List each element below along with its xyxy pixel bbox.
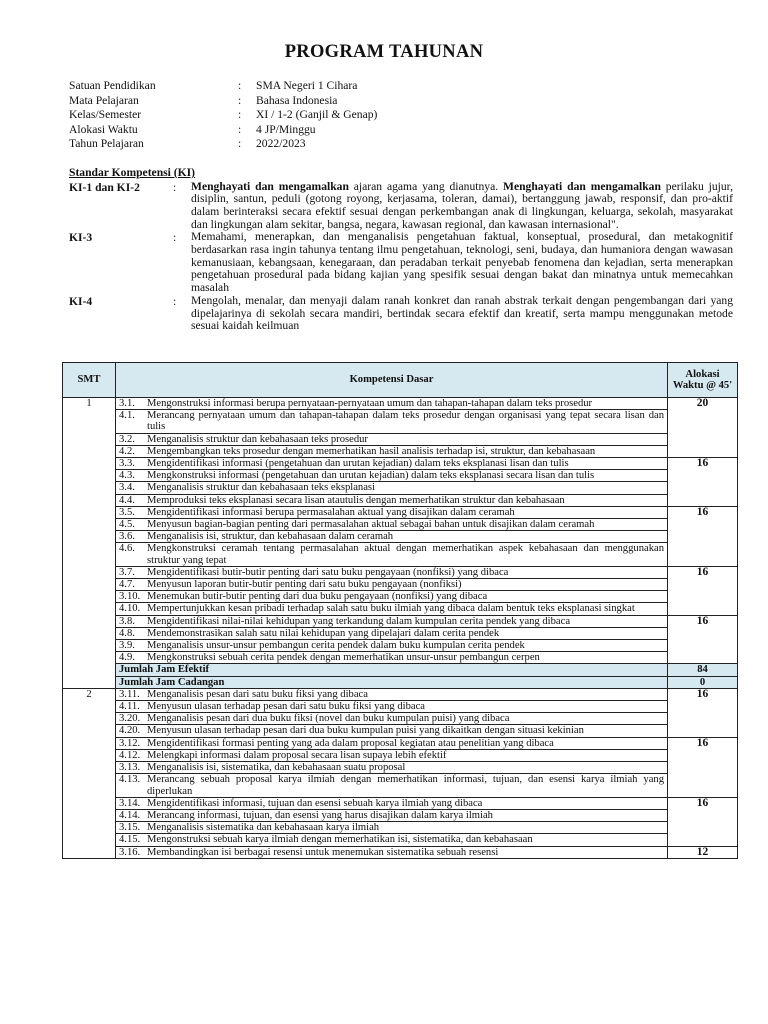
kd-text: Menganalisis struktur dan kebahasaan teks prosedur [147,433,368,445]
table-row [63,445,738,457]
kompetensi-dasar-cell [116,640,668,652]
kompetensi-dasar-table [62,362,738,859]
kd-text: Menganalisis isi, sistematika, dan kebahasaan suatu proposal [147,762,406,774]
kd-text: Mengembangkan teks prosedur dengan memerhatikan hasil analisis terhadap isi, struktur, dan kebahasaan [147,445,596,457]
kd-text: Membandingkan isi berbagai resensi untuk menemukan sistematika sebuah resensi [147,846,499,858]
kompetensi-dasar-cell [116,482,668,494]
ki-colon: : [173,180,177,194]
kompetensi-dasar-cell [116,410,668,433]
info-value: SMA Negeri 1 Cihara [256,79,358,92]
table-row [63,640,738,652]
info-colon: : [238,122,242,136]
ki-block [69,181,733,232]
kd-text: Mengidentifikasi informasi, tujuan dan esensi sebuah karya ilmiah yang dibaca [147,797,483,809]
kd-number: 4.14. [119,809,141,821]
kd-number: 3.13. [119,762,141,774]
ki-emphasis: Menghayati dan mengamalkan [191,179,349,193]
alokasi-waktu-cell: 16 [668,506,738,566]
info-value: XI / 1-2 (Ganjil & Genap) [256,108,378,122]
kd-text: Mengkonstruksi sebuah cerita pendek dengan memerhatikan unsur-unsur pembangun cerpen [147,652,540,664]
ki-emphasis: Menghayati dan mengamalkan [503,179,661,193]
total-value: 0 [668,676,738,688]
kd-text: Menganalisis unsur-unsur pembangun cerita pendek dalam buku kumpulan cerita pendek [147,640,525,652]
ki-block [69,231,733,295]
info-row [69,94,669,109]
kd-text: Merancang sebuah proposal karya ilmiah dengan memerhatikan informasi, tujuan, dan esensi karya ilmiah yang diperlukan [147,774,664,797]
kompetensi-dasar-cell [116,591,668,603]
ki-label: KI-1 dan KI-2 [69,180,140,194]
kompetensi-dasar-cell [116,713,668,725]
table-row [63,749,738,761]
kd-number: 4.10. [119,603,141,615]
kompetensi-dasar-cell [116,774,668,797]
kd-text: Mengkonstruksi informasi (pengetahuan dan urutan kejadian) dalam teks eksplanasi secara lisan dan tulis [147,470,595,482]
kompetensi-dasar-cell [116,543,668,566]
header-smt: SMT [63,363,116,398]
kd-text: Menganalisis isi, struktur, dan kebahasaan dalam ceramah [147,531,394,543]
table-row [63,846,738,858]
kd-number: 3.2. [119,433,135,445]
kd-text: Mengidentifikasi butir-butir penting dari satu buku pengayaan (nonfiksi) yang dibaca [147,566,509,578]
info-value: 2022/2023 [256,137,306,151]
table-row [63,774,738,797]
info-label: Satuan Pendidikan [69,79,156,92]
table-row [63,627,738,639]
table-row [63,762,738,774]
ki-description [191,295,733,333]
kd-number: 3.14. [119,797,141,809]
table-row [63,809,738,821]
identity-block [69,79,669,152]
kd-number: 4.4. [119,494,135,506]
kd-number: 3.5. [119,506,135,518]
table-row [63,834,738,846]
ki-text: ajaran agama yang dianutnya. [348,179,503,193]
table-row [63,822,738,834]
kd-text: Mengidentifikasi informasi (pengetahuan dan urutan kejadian) dalam teks eksplanasi lisan dan tulis [147,458,569,470]
kd-text: Mendemonstrasikan salah satu nilai kehidupan yang dipelajari dalam cerita pendek [147,627,500,639]
kd-number: 3.10. [119,591,141,603]
kd-text: Menyusun laporan butir-butir penting dari satu buku pengayaan (nonfiksi) [147,579,462,591]
kd-text: Memproduksi teks eksplanasi secara lisan atautulis dengan memerhatikan struktur dan kebahasaan [147,494,565,506]
table-row [63,531,738,543]
kompetensi-dasar-cell [116,797,668,809]
info-colon: : [238,108,242,122]
kd-text: Menganalisis pesan dari satu buku fiksi yang dibaca [147,688,368,700]
kd-number: 3.7. [119,566,135,578]
alokasi-waktu-cell: 16 [668,737,738,797]
table-row [63,506,738,518]
header-kompetensi-dasar: Kompetensi Dasar [116,363,668,398]
table-row [63,652,738,664]
ki-description [191,231,733,295]
kompetensi-dasar-cell [116,494,668,506]
info-colon: : [238,137,242,151]
kompetensi-dasar-cell [116,519,668,531]
kompetensi-dasar-cell [116,834,668,846]
total-label: Jumlah Jam Efektif [116,664,668,676]
table-row [63,482,738,494]
alokasi-waktu-cell: 12 [668,846,738,858]
kd-text: Merancang pernyataan umum dan tahapan-tahapan dalam teks prosedur dengan organisasi yang tepat secara lisan dan tulis [147,410,664,433]
ki-description [191,181,733,232]
info-row [69,137,669,152]
kd-number: 4.11. [119,701,140,713]
info-row [69,123,669,138]
table-row [63,688,738,700]
alokasi-waktu-cell: 16 [668,797,738,846]
kd-text: Mengonstruksi informasi berupa pernyataan-pernyataan umum dan tahapan-tahapan dalam teks prosedur [147,398,593,409]
table-row [63,713,738,725]
kd-number: 3.12. [119,737,141,749]
kompetensi-dasar-cell [116,737,668,749]
table-row [63,519,738,531]
kompetensi-dasar-cell [116,627,668,639]
table-row [63,701,738,713]
table-row [63,725,738,737]
kd-text: Mengidentifikasi formasi penting yang ada dalam proposal kegiatan atau penelitian yang dibaca [147,737,554,749]
kd-text: Menganalisis struktur dan kebahasaan teks eksplanasi [147,482,375,494]
kompetensi-dasar-cell [116,762,668,774]
table-row [63,410,738,433]
table-row [63,579,738,591]
kompetensi-dasar-cell [116,470,668,482]
alokasi-waktu-cell: 20 [668,398,738,458]
table-row [63,603,738,615]
kompetensi-dasar-cell [116,809,668,821]
ki-text: Memahami, menerapkan, dan menganalisis pengetahuan faktual, konseptual, prosedural, dan metakognitif berdasarkan rasa ingin tahunya tentang ilmu pengetahuan, teknologi, seni, budaya, dan humaniora dengan wawasan kemanusiaan, kebangsaan, kenegaraan, dan peradaban terkait penyebab fenomena dan kejadian, serta menerapkan pengetahuan prosedural pada bidang kajian yang spesifik sesuai dengan bakat dan minatnya untuk memecahkan masalah [191,230,733,295]
info-label: Tahun Pelajaran [69,137,144,151]
kompetensi-dasar-cell [116,458,668,470]
kompetensi-dasar-cell [116,822,668,834]
kd-number: 3.16. [119,846,141,858]
kd-number: 3.3. [119,458,135,470]
kd-number: 4.5. [119,519,135,531]
kd-text: Menemukan butir-butir penting dari dua buku pengayaan (nonfiksi) yang dibaca [147,591,488,603]
ki-text: Mengolah, menalar, dan menyaji dalam ranah konkret dan ranah abstrak terkait dengan pengembangan dari yang dipelajarinya di sekolah secara mandiri, bertindak secara efektif dan kreatif, serta mampu menggunakan metode sesuai kaidah keilmuan [191,293,733,333]
semester-cell: 2 [63,688,116,858]
kd-text: Melengkapi informasi dalam proposal secara lisan supaya lebih efektif [147,749,447,761]
total-row [63,676,738,688]
kd-text: Mempertunjukkan kesan pribadi terhadap salah satu buku ilmiah yang dibaca dalam bentuk teks eksplanasi singkat [147,603,635,615]
standar-kompetensi-section [69,166,733,333]
kd-text: Mengidentifikasi nilai-nilai kehidupan yang terkandung dalam kumpulan cerita pendek yang dibaca [147,615,571,627]
kd-text: Mengkonstruksi ceramah tentang permasalahan aktual dengan memerhatikan aspek kebahasaan dan menggunakan struktur yang tepat [147,543,664,566]
table-row [63,543,738,566]
table-row [63,433,738,445]
kd-number: 4.20. [119,725,141,737]
kd-number: 4.13. [119,774,141,786]
table-row [63,398,738,410]
kd-number: 4.7. [119,579,135,591]
info-label: Alokasi Waktu [69,122,138,136]
table-row [63,566,738,578]
kd-text: Menganalisis sistematika dan kebahasaan karya ilmiah [147,822,380,834]
kd-text: Mengonstruksi sebuah karya ilmiah dengan memerhatikan isi, sistematika, dan kebahasaan [147,834,533,846]
kd-number: 3.20. [119,713,141,725]
info-row [69,79,669,94]
ki-text: perilaku jujur, disiplin, santun, peduli (gotong royong, kerjasama, toleran, damai), bertanggung jawab, responsif, dan pro-aktif dalam berinteraksi secara efektif sesuai dengan perkembangan anak di lingkungan, keluarga, sekolah, masyarakat dan lingkungan alam sekitar, bangsa, negara, kawasan regional, dan kawasan internasional". [191,179,733,231]
ki-colon: : [173,231,177,245]
kompetensi-dasar-cell [116,398,668,410]
kd-text: Menyusun ulasan terhadap pesan dari dua buku kumpulan puisi yang dikaitkan dengan situasi kekinian [147,725,584,737]
kompetensi-dasar-cell [116,652,668,664]
info-colon: : [238,93,242,107]
info-label: Kelas/Semester [69,108,142,122]
kompetensi-dasar-cell [116,433,668,445]
table-row [63,737,738,749]
kompetensi-dasar-cell [116,566,668,578]
table-row [63,458,738,470]
kompetensi-dasar-cell [116,603,668,615]
kompetensi-dasar-cell [116,688,668,700]
total-value: 84 [668,664,738,676]
kd-number: 4.9. [119,652,135,664]
kd-number: 4.15. [119,834,141,846]
alokasi-waktu-cell: 16 [668,688,738,737]
kompetensi-dasar-cell [116,725,668,737]
kd-text: Mengidentifikasi informasi berupa permasalahan aktual yang disajikan dalam ceramah [147,506,515,518]
document-title: PROGRAM TAHUNAN [284,42,484,62]
kompetensi-dasar-cell [116,749,668,761]
table-row [63,591,738,603]
kompetensi-dasar-cell [116,615,668,627]
kd-text: Merancang informasi, tujuan, dan esensi yang harus disajikan dalam karya ilmiah [147,809,493,821]
kd-number: 4.12. [119,749,141,761]
kompetensi-dasar-cell [116,846,668,858]
kd-number: 3.11. [119,688,140,700]
kd-number: 4.6. [119,543,135,555]
table-row [63,615,738,627]
kd-number: 3.9. [119,640,135,652]
kompetensi-dasar-cell [116,531,668,543]
kd-number: 4.1. [119,410,135,422]
table-row [63,494,738,506]
kompetensi-dasar-cell [116,579,668,591]
total-row [63,664,738,676]
kompetensi-dasar-cell [116,445,668,457]
kd-text: Menyusun bagian-bagian penting dari permasalahan aktual sebagai bahan untuk disajikan dalam ceramah [147,519,595,531]
header-alokasi-waktu: Alokasi Waktu @ 45' [668,363,738,398]
kd-number: 4.8. [119,627,135,639]
kd-number: 3.4. [119,482,135,494]
kd-number: 3.15. [119,822,141,834]
semester-cell: 1 [63,398,116,689]
info-row [69,108,669,123]
kd-number: 4.2. [119,445,135,457]
kd-number: 3.6. [119,531,135,543]
info-value: 4 JP/Minggu [256,122,316,136]
info-value: Bahasa Indonesia [256,93,338,107]
alokasi-waktu-cell: 16 [668,566,738,615]
kd-number: 4.3. [119,470,135,482]
kd-number: 3.8. [119,615,135,627]
info-label: Mata Pelajaran [69,93,139,107]
table-row [63,470,738,482]
standar-kompetensi-heading: Standar Kompetensi (KI) [69,166,196,179]
table-row [63,797,738,809]
kd-text: Menyusun ulasan terhadap pesan dari satu buku fiksi yang dibaca [147,701,426,713]
ki-label: KI-3 [69,231,93,245]
kd-text: Menganalisis pesan dari dua buku fiksi (novel dan buku kumpulan puisi) yang dibaca [147,713,510,725]
ki-label: KI-4 [69,294,93,308]
kd-number: 3.1. [119,398,135,409]
alokasi-waktu-cell: 16 [668,615,738,664]
ki-colon: : [173,294,177,308]
ki-block [69,295,733,333]
info-colon: : [238,79,242,92]
alokasi-waktu-cell: 16 [668,458,738,507]
kompetensi-dasar-cell [116,506,668,518]
total-label: Jumlah Jam Cadangan [116,676,668,688]
kompetensi-dasar-cell [116,701,668,713]
